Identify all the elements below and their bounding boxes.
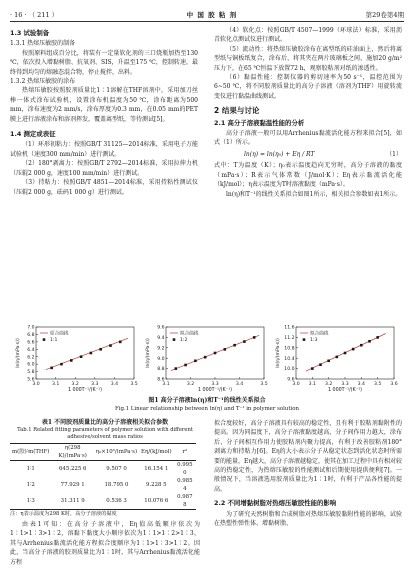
- y-tick-label: 8.6: [157, 377, 165, 383]
- y-tick-label: 11.2: [284, 336, 295, 341]
- legend-point-label: 1:1: [50, 338, 58, 344]
- section-2-1-title: 2.1 高分子溶液黏温性能的分析: [214, 118, 305, 127]
- x-tick-label: 3.6: [390, 382, 398, 387]
- x-tick-label: 3.5: [130, 382, 138, 387]
- data-point: [90, 352, 93, 355]
- equation-symbol-definitions: 式中：T为温度（K）；η₀表示温度趋向无穷时，高分子溶液的黏度（mPa·s）；R表示气体常数（J/mol·K）；Eη表示黏流活化能（kJ/mol）；η表示温度为T时溶液黏度（mPa·s）。: [214, 162, 402, 189]
- left-column: [10, 26, 198, 197]
- page-number: · 16 · （ 211 ）: [10, 10, 59, 19]
- table-cell: 0.995 0: [177, 462, 193, 476]
- legend-fit-label: 拟合曲线: [180, 331, 199, 337]
- x-tick-label: 3.0: [32, 382, 40, 387]
- figure-1-caption-cn: 图1 高分子溶液ln(η)和T⁻¹的线性关系拟合: [148, 397, 266, 404]
- table-row: [10, 493, 196, 510]
- table-cell: 645.225 6: [58, 466, 87, 472]
- data-point: [360, 344, 363, 347]
- table-cell: 16.154 1: [144, 466, 169, 472]
- x-tick-label: 3.4: [357, 382, 365, 387]
- x-tick-label: 3.3: [211, 382, 219, 387]
- chart-ratio-1-3: [274, 323, 398, 393]
- y-tick-label: 6.6: [27, 340, 35, 346]
- table-header-cell: Eη/(kJ/mol): [141, 449, 172, 455]
- x-tick-label: 3.1: [162, 382, 170, 387]
- y-tick-label: 10.4: [284, 356, 295, 362]
- x-tick-label: 3.5: [260, 382, 268, 387]
- y-tick-label: 5.6: [27, 377, 35, 383]
- y-tick-label: 10.8: [284, 346, 295, 352]
- data-point: [327, 360, 330, 363]
- equation-1-body: ln(η) = ln(η₀) + Eη / RT: [244, 150, 315, 158]
- section-1-4-item-3: （3）持粘力：按照GB/T 4851—2014标准，采用持粘性测试仪（压辊2 000 g，砝码1 000 g）进行测试。: [10, 179, 198, 196]
- table-cell: 0.985 4: [177, 478, 193, 492]
- data-point: [109, 344, 112, 347]
- data-point: [175, 367, 178, 370]
- y-tick-label: 6.4: [27, 347, 35, 353]
- equation-1: [214, 150, 402, 159]
- x-tick-label: 3.2: [186, 382, 195, 387]
- section-2-2-title: 2.2 不同增黏树脂对热熔压敏胶性能的影响: [214, 499, 337, 508]
- table-header-cell: m(胶)∶m(THF): [12, 449, 50, 455]
- data-point: [119, 341, 122, 344]
- data-point: [184, 364, 187, 367]
- data-point: [243, 340, 246, 343]
- data-point: [311, 367, 314, 370]
- chart-ratio-1-2: [144, 323, 268, 393]
- y-tick-label: 9.2: [157, 346, 165, 352]
- section-1-3-title: 1.3 试验制备: [10, 29, 50, 37]
- figure-1: [14, 323, 404, 397]
- table-cell: 1∶2: [26, 482, 35, 488]
- x-tick-label: 3.3: [91, 382, 99, 387]
- x-axis-label: 1 000T⁻¹/(K⁻¹): [197, 388, 233, 393]
- section-1-4-item-1: （1）环形初粘力：按照GB/T 31125—2014标准，采用电子万能试验机（速度300 mm/min）进行测试。: [10, 141, 198, 158]
- section-2-title: 2 结果与讨论: [214, 106, 260, 116]
- y-tick-label: 6.0: [27, 362, 35, 368]
- table-header-cell: η(298 K)/(mPa·s): [58, 445, 87, 459]
- y-tick-label: 9.6: [157, 325, 165, 331]
- section-1-4-item-4: （4）软化点：按照GB/T 4507—1999（环球法）标准，采用沥青软化点测试仪进行测试。: [214, 27, 402, 44]
- section-2-2-text: 为了研究天然树脂和合成树脂对热熔压敏胶黏附性能的影响，试验在热塑性弹性体、增黏树脂、: [214, 510, 402, 528]
- section-1-4-item-6: （6）黏温性能：控制仪器的剪切速率为50 s⁻¹，温控范围为6~50 ℃，将不同胶剂质量比的高分子溶液（溶剂为THF）用旋转流变仪进行黏温曲线测试。: [214, 74, 402, 100]
- volume-issue: 第29卷第4期: [365, 10, 404, 19]
- data-point: [194, 360, 197, 363]
- y-tick-label: 6.2: [27, 355, 35, 361]
- y-axis-label: ln(η/(mPa·s)): [16, 338, 21, 368]
- x-tick-label: 3.0: [292, 382, 300, 387]
- section-1-3-2-title: 1.3.2 热熔压敏胶的涂布: [10, 78, 76, 86]
- section-2-1-intro: 高分子溶液一般可以用Arrhenius黏流活化能方程来拟合[5]，如式（1）所示。: [214, 130, 402, 147]
- table-cell: 9.228 5: [146, 482, 167, 488]
- y-tick-label: 9.0: [157, 356, 165, 362]
- table-1-note: 注：η表示温度为298 K时，高分子溶液的黏度: [10, 511, 117, 517]
- fit-line: [46, 338, 128, 370]
- data-point: [336, 356, 339, 359]
- table-1-block: [10, 419, 200, 567]
- data-point: [99, 348, 102, 351]
- table-cell: 0.987 8: [177, 494, 193, 508]
- data-point: [214, 352, 217, 355]
- table-cell: 31.311 9: [60, 498, 85, 504]
- table-cell: 18.795 0: [104, 482, 129, 488]
- table-header-row: [10, 444, 196, 461]
- table-1-title-cn: 表1 不同胶剂质量比的高分子溶液相关拟合参数: [41, 419, 169, 426]
- data-point: [50, 367, 53, 370]
- table-cell: 1∶1: [26, 466, 35, 472]
- y-tick-label: 5.8: [27, 370, 35, 376]
- y-tick-label: 10.0: [284, 367, 295, 373]
- section-1-4-item-2: （2）180°剥离力：按照GB/T 2792—2014标准，采用拉伸力机（压辊2 000 g，速度100 mm/min）进行测试。: [10, 160, 198, 177]
- table-header-cell: η₀×10³/(mPa·s): [95, 449, 138, 455]
- table-header-cell: r²: [182, 449, 188, 455]
- table-1: [10, 443, 196, 510]
- data-point: [70, 359, 73, 362]
- y-tick-label: 9.4: [157, 336, 165, 341]
- section-1-4-item-5: （5）流动性：将热熔压敏胶涂布在离型纸的硅油面上，然后将离型纸与铜板纸复合，涂布后，将其夹在两片玻璃板之间，施加20 g/m²压力下，在65 ℃恒温下放置72 h，观察胶粘剂对纸的渗透性。: [214, 45, 402, 72]
- table-cell: 0.536 3: [106, 498, 127, 504]
- journal-title: 中 国 胶 粘 剂: [186, 10, 238, 19]
- table-body: [10, 461, 196, 510]
- x-tick-label: 3.1: [51, 382, 60, 387]
- header-rule: [10, 21, 404, 22]
- figure-1-caption: [10, 397, 404, 413]
- data-point: [319, 363, 322, 366]
- stability-discussion: 拟合度较好，高分子溶液具有较高的稳定性，且有利于胶粘剂黏附性的提高。因为同温度下，高分子溶液黏度越高，分子间作用力越大，涂布后，分子间相互作用力使胶粘剂内聚力提高，有利于改善胶粘剂180°剥离力和持粘力[6]。Eη的大小表示分子从稳定状态到活化状态时所需要的能量，Eη越大，高分子溶液越稳定，使其在加工过程中具有相对较高的热稳定性，为热熔压敏胶的性能测试和后期使用提供便利[7]。一般情况下，当溶液选用胶剂质量比为1∶1时，有利于产品各性能的提高。: [214, 420, 402, 493]
- section-1-3-1-text: 按照原料组成百分比，将装有一定量软化剂的三口烧瓶加热至130 ℃，依次投入增黏树脂、抗氧剂、SIS，升温至175 ℃，控制转速，最终得到均匀的熔融态混合物，停止搅拌，出料。: [10, 49, 198, 76]
- x-tick-label: 3.2: [71, 382, 79, 387]
- legend-point-swatch: [303, 338, 306, 341]
- y-tick-label: 11.6: [284, 325, 295, 331]
- right-column: [214, 26, 402, 199]
- data-point: [352, 348, 355, 351]
- x-tick-label: 3.5: [374, 382, 382, 387]
- data-point: [224, 348, 227, 351]
- data-point: [80, 355, 83, 358]
- y-tick-label: 7.0: [27, 325, 35, 331]
- section-1-3-1-title: 1.3.1 热熔压敏胶的制备: [10, 40, 76, 48]
- legend-point-swatch: [173, 338, 176, 341]
- x-tick-label: 3.4: [110, 382, 119, 387]
- section-1-4-title: 1.4 测定或表征: [10, 130, 56, 139]
- data-point: [233, 344, 236, 347]
- y-tick-label: 6.8: [27, 333, 35, 339]
- table-cell: 9.507 0: [106, 466, 127, 472]
- legend-point-label: 1:2: [180, 338, 188, 344]
- table-cell: 77.929 1: [60, 482, 85, 488]
- table-1-discussion: 由表1可知：在高分子溶液中，Eη值高低顺序依次为1∶1>1∶3>1∶2，溶黏下黏度大小顺序依次为1∶1>1∶2>1∶3，其与Arrhenius黏流活化能方程拟合度顺序为1∶1>1∶3>1∶2。因此，当高分子溶液的胶剂质量比为1∶1时，其与Arrhenius黏流活化能方程: [10, 521, 200, 566]
- x-tick-label: 3.2: [325, 382, 333, 387]
- data-point: [376, 336, 379, 339]
- section-2-1-fig-reference: ln(η)和T⁻¹的线性关系拟合如图1所示，相关拟合参数如表1所示。: [226, 190, 402, 198]
- table-cell: 1∶3: [26, 498, 35, 504]
- data-point: [60, 363, 63, 366]
- table-row: [10, 477, 196, 493]
- y-axis-label: ln(η/(mPa·s)): [276, 338, 281, 368]
- legend-fit-label: 原合曲线: [50, 331, 69, 337]
- legend-fit-label: 拟合曲线: [310, 331, 329, 337]
- x-axis-label: 1 000T⁻¹/(K⁻¹): [67, 388, 103, 393]
- chart-ratio-1-1: [14, 323, 138, 393]
- data-point: [344, 352, 347, 355]
- legend-point-label: 1:3: [310, 338, 318, 344]
- table-cell: 10.076 6: [144, 498, 169, 504]
- y-axis-label: ln(η/(mPa·s)): [146, 338, 151, 368]
- legend-point-swatch: [43, 338, 46, 341]
- y-tick-label: 8.8: [157, 367, 165, 373]
- data-point: [253, 336, 256, 339]
- section-1-3-2-text: 热熔压敏胶按照胶剂质量比1∶1溶解在THF溶剂中，采用加刀丝棒一体式涂布试验机，设置涂布机温度为50 ℃，涂布距离为500 mm，涂布速度为2 mm/s，涂布厚度为0.3 mm，在0.05 mm的PET膜上进行溶液涂布和溶剂挥发，覆盖离型纸，等待测试[5]。: [10, 87, 198, 123]
- y-tick-label: 9.6: [287, 377, 295, 383]
- bottom-right-block: [214, 419, 402, 528]
- x-tick-label: 3.1: [308, 382, 316, 387]
- x-axis-label: 1 000T⁻¹/(K⁻¹): [327, 388, 363, 393]
- x-tick-label: 3.3: [341, 382, 349, 387]
- page-header: [10, 8, 404, 20]
- table-row: [10, 461, 196, 478]
- data-point: [204, 356, 207, 359]
- figure-1-caption-en: Fig.1 Linear relationship between ln(η) and T⁻¹ in polymer solution: [115, 406, 299, 412]
- table-1-title-en: Tab.1 Related fitting parameters of polymer solution with different adhesive/solvent mass ratios: [17, 427, 193, 440]
- x-tick-label: 3.4: [235, 382, 244, 387]
- equation-1-number: （1）: [386, 150, 402, 158]
- data-point: [368, 340, 371, 343]
